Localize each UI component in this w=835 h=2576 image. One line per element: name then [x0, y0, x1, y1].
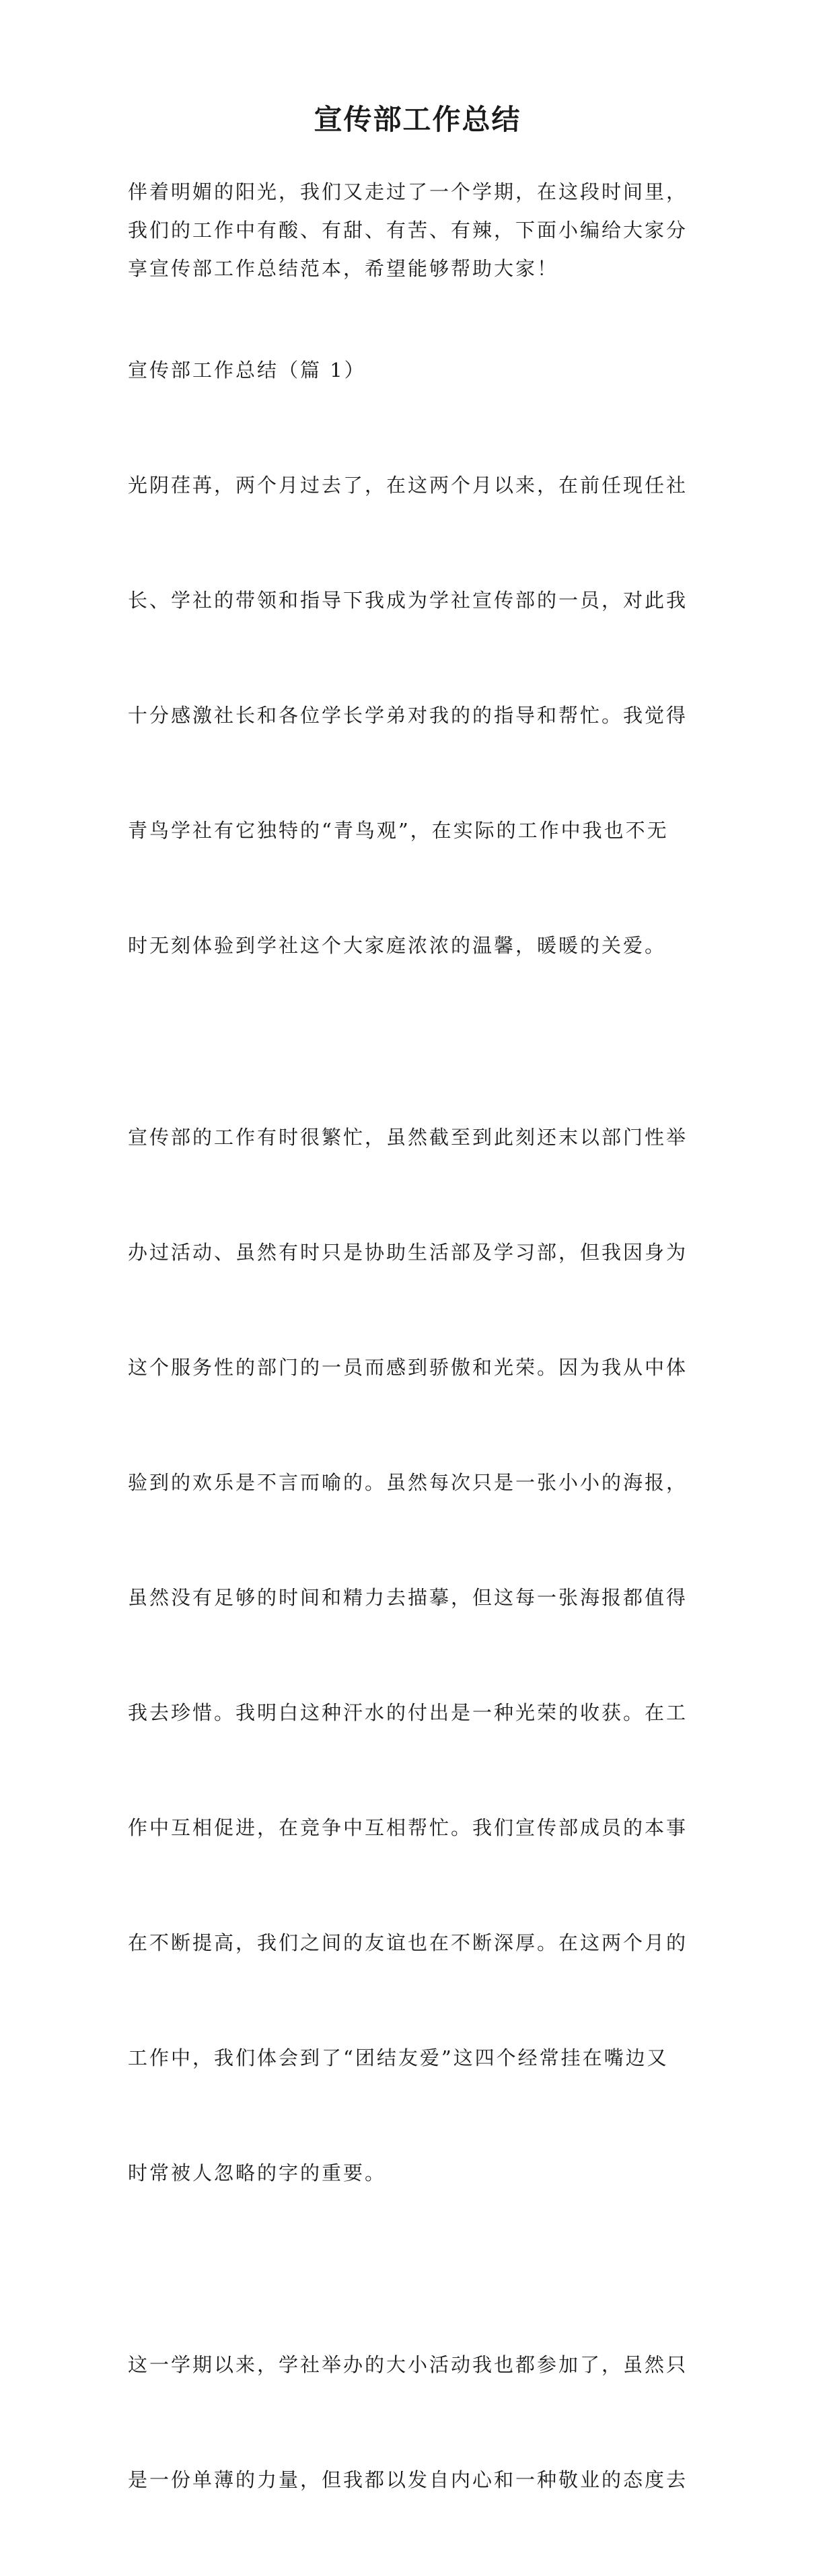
- paragraph-line: 验到的欢乐是不言而喻的。虽然每次只是一张小小的海报，: [128, 1471, 688, 1494]
- paragraph-1: [128, 390, 713, 1042]
- section-1: [128, 351, 713, 2576]
- intro-line: 我们的工作中有酸、有甜、有苦、有辣，下面小编给大家分: [128, 219, 688, 242]
- paragraph-2: [128, 1042, 713, 2269]
- page-title: 宣传部工作总结: [314, 103, 521, 136]
- intro-line: 伴着明媚的阳光，我们又走过了一个学期，在这段时间里，: [128, 180, 688, 203]
- paragraph-line: 我去珍惜。我明白这种汗水的付出是一种光荣的收获。在工: [128, 1701, 688, 1724]
- section-heading: 宣传部工作总结（篇 1）: [128, 359, 366, 382]
- paragraph-line: 是一份单薄的力量，但我都以发自内心和一种敬业的态度去: [128, 2468, 688, 2491]
- paragraph-line: 工作中，我们体会到了“团结友爱”这四个经常挂在嘴边又: [128, 2046, 669, 2069]
- paragraph-line: 办过活动、虽然有时只是协助生活部及学习部，但我因身为: [128, 1241, 688, 1264]
- paragraph-line: 十分感激社长和各位学长学弟对我的的指导和帮忙。我觉得: [128, 704, 688, 727]
- paragraph-line: 这个服务性的部门的一员而感到骄傲和光荣。因为我从中体: [128, 1356, 688, 1379]
- intro-paragraph: [128, 173, 713, 288]
- paragraph-line: 虽然没有足够的时间和精力去描摹，但这每一张海报都值得: [128, 1586, 688, 1609]
- paragraph-line: 这一学期以来，学社举办的大小活动我也都参加了，虽然只: [128, 2353, 688, 2376]
- paragraph-line: 时无刻体验到学社这个大家庭浓浓的温馨，暖暖的关爱。: [128, 934, 667, 957]
- paragraph-line: 作中互相促进，在竞争中互相帮忙。我们宣传部成员的本事: [128, 1816, 688, 1839]
- paragraph-line: 时常被人忽略的字的重要。: [128, 2161, 387, 2184]
- paragraph-3: [128, 2269, 713, 2576]
- intro-line: 享宣传部工作总结范本，希望能够帮助大家！: [128, 257, 559, 280]
- paragraph-line: 长、学社的带领和指导下我成为学社宣传部的一员，对此我: [128, 589, 688, 612]
- paragraph-line: 在不断提高，我们之间的友谊也在不断深厚。在这两个月的: [128, 1931, 688, 1954]
- paragraph-line: 光阴荏苒，两个月过去了，在这两个月以来，在前任现任社: [128, 474, 688, 497]
- paragraph-line: 宣传部的工作有时很繁忙，虽然截至到此刻还末以部门性举: [128, 1126, 688, 1149]
- paragraph-line: 青鸟学社有它独特的“青鸟观”，在实际的工作中我也不无: [128, 819, 669, 842]
